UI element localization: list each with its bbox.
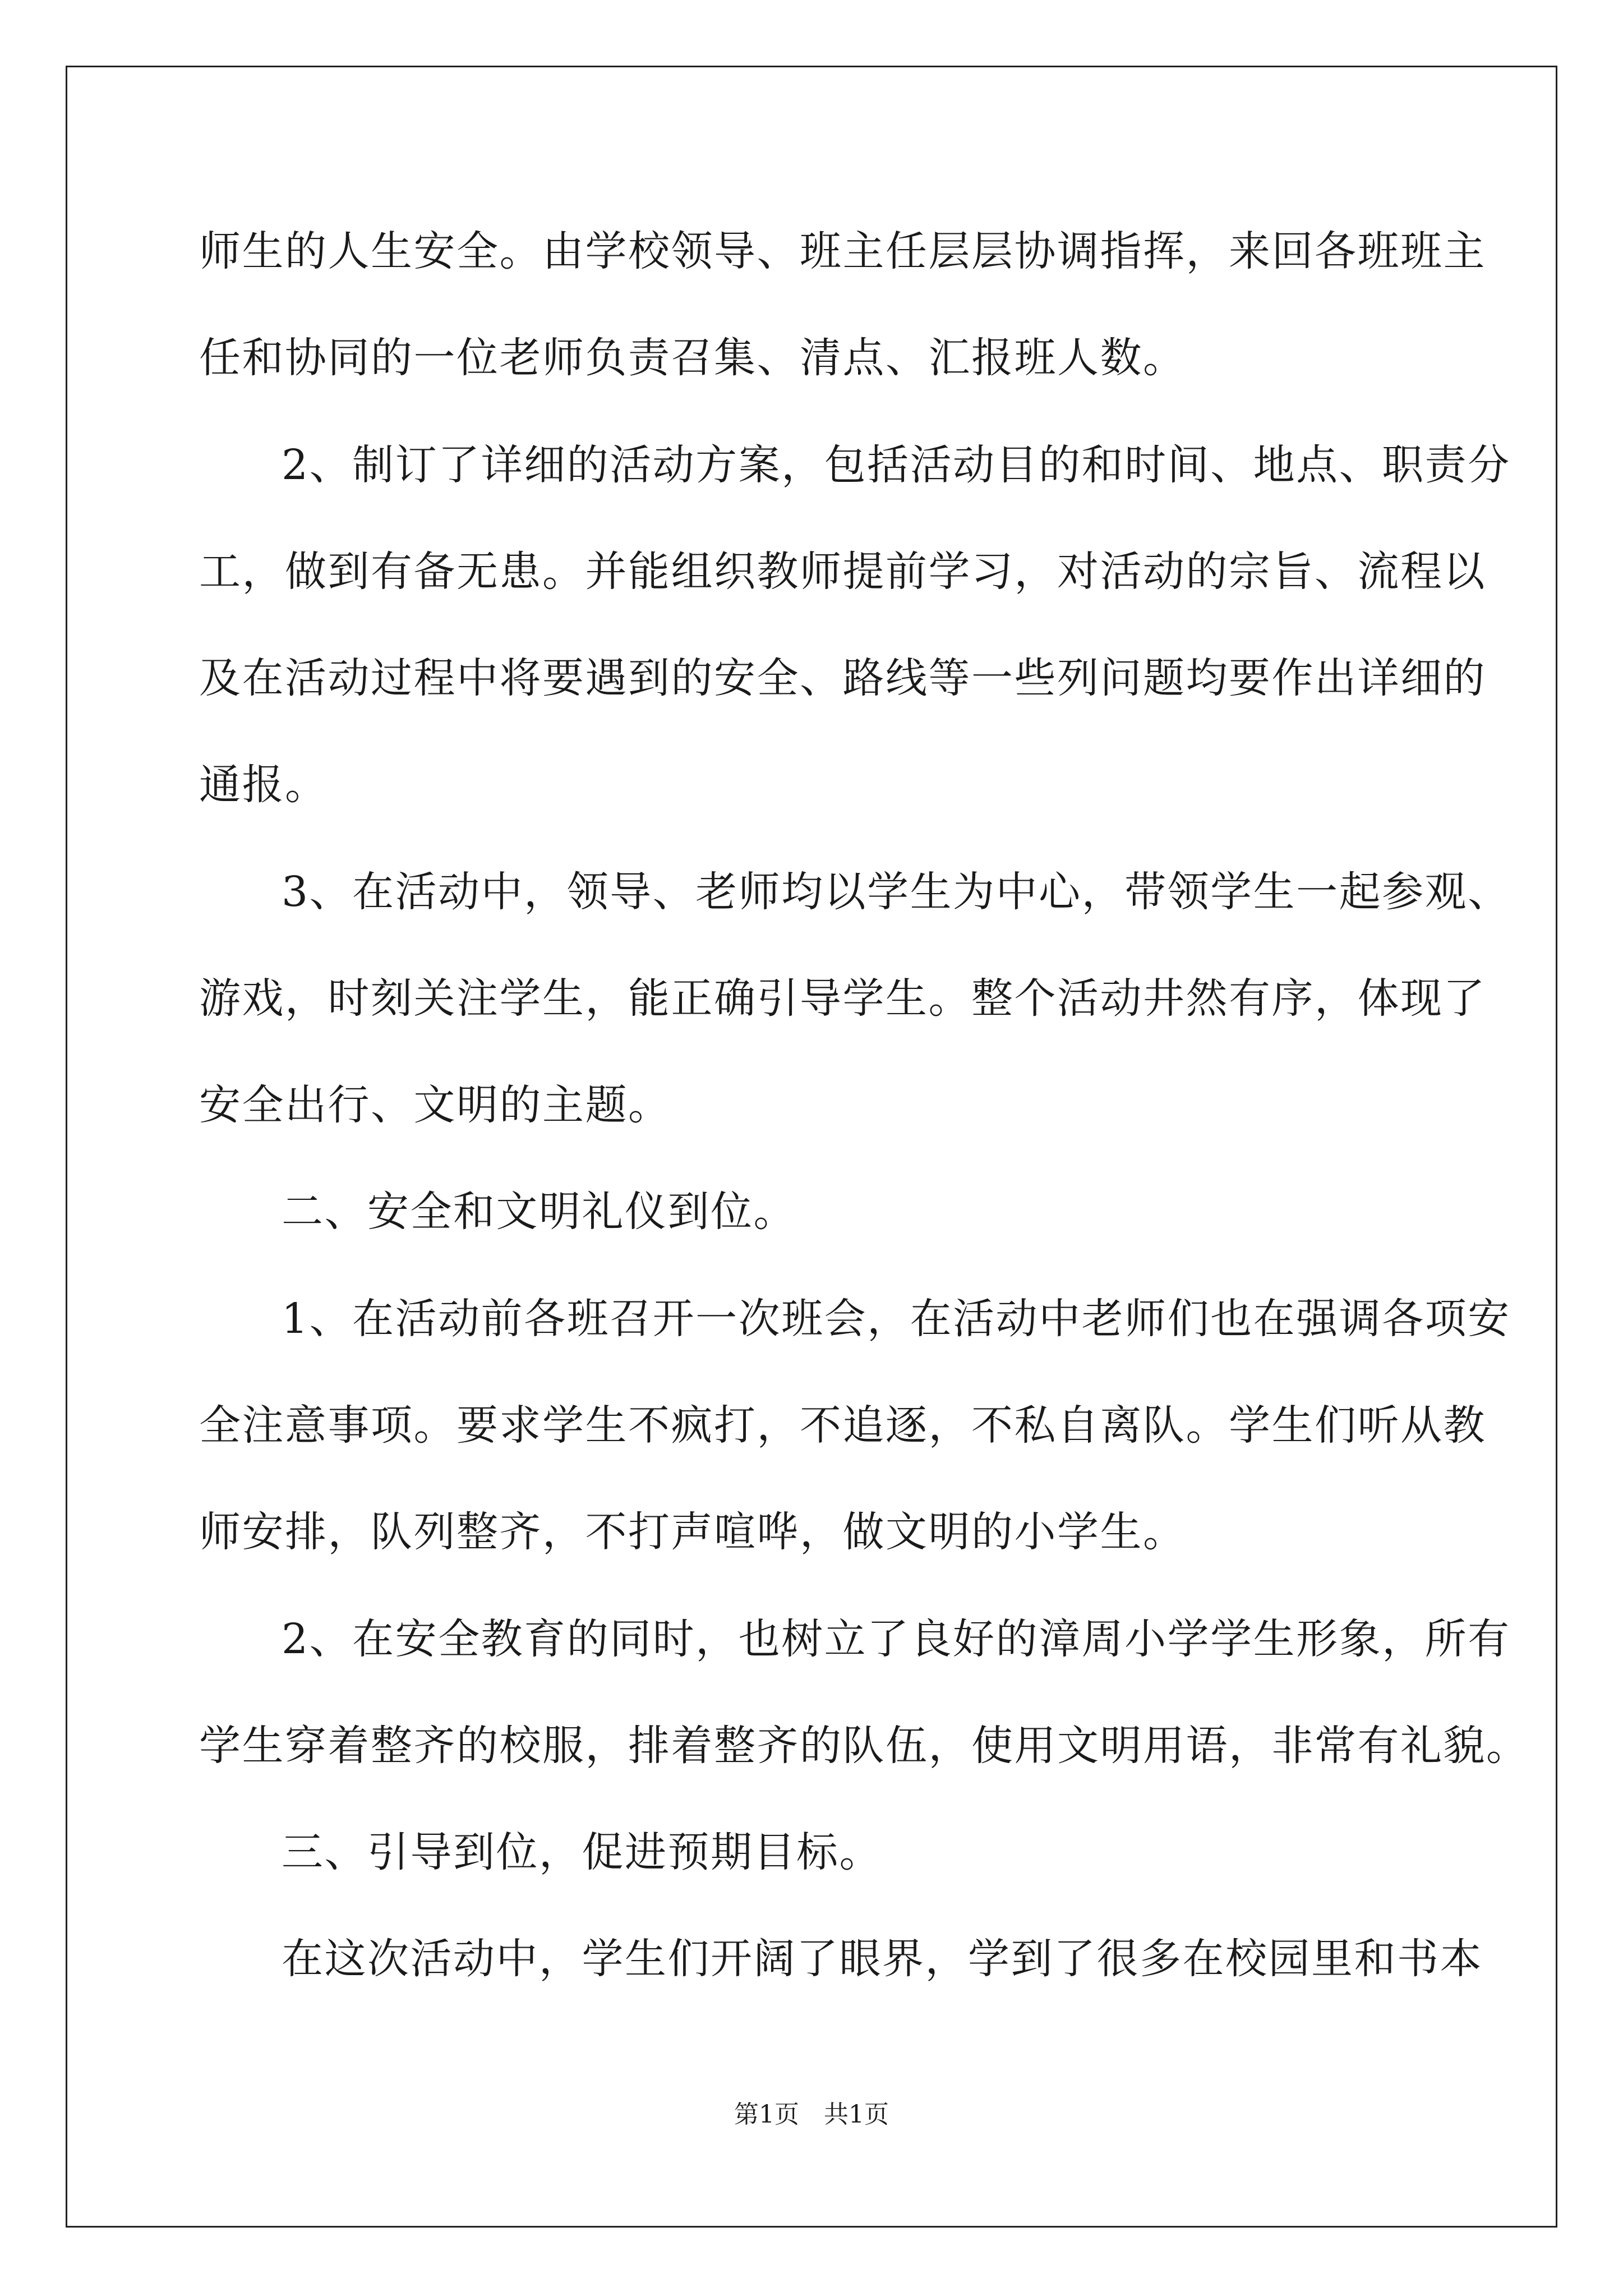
text-line: 1、在活动前各班召开一次班会，在活动中老师们也在强调各项安 — [282, 1295, 1511, 1343]
text-line: 通报。 — [199, 761, 328, 809]
text-line: 及在活动过程中将要遇到的安全、路线等一些列问题均要作出详细的 — [199, 654, 1486, 702]
text-line: 全注意事项。要求学生不疯打，不追逐，不私自离队。学生们听从教 — [199, 1401, 1486, 1450]
text-line: 游戏，时刻关注学生，能正确引导学生。整个活动井然有序，体现了 — [199, 974, 1486, 1023]
text-line: 师安排，队列整齐，不打声喧哗，做文明的小学生。 — [199, 1508, 1186, 1556]
text-line: 学生穿着整齐的校服，排着整齐的队伍，使用文明用语，非常有礼貌。 — [199, 1722, 1529, 1770]
page-number-footer: 第1页 共1页 — [734, 2100, 889, 2129]
text-line: 2、制订了详细的活动方案，包括活动目的和时间、地点、职责分 — [282, 441, 1511, 489]
text-line: 2、在安全教育的同时，也树立了良好的漳周小学学生形象，所有 — [282, 1615, 1511, 1663]
text-line: 任和协同的一位老师负责召集、清点、汇报班人数。 — [199, 334, 1186, 382]
text-line: 工，做到有备无患。并能组织教师提前学习，对活动的宗旨、流程以 — [199, 547, 1486, 596]
section-heading: 三、引导到位，促进预期目标。 — [282, 1828, 882, 1876]
page-border — [66, 66, 1557, 2228]
text-line: 师生的人生安全。由学校领导、班主任层层协调指挥，来回各班班主 — [199, 227, 1486, 275]
text-line: 安全出行、文明的主题。 — [199, 1081, 671, 1129]
text-line: 3、在活动中，领导、老师均以学生为中心，带领学生一起参观、 — [282, 868, 1511, 916]
section-heading: 二、安全和文明礼仪到位。 — [282, 1188, 796, 1236]
text-line: 在这次活动中，学生们开阔了眼界，学到了很多在校园里和书本 — [282, 1935, 1483, 1983]
